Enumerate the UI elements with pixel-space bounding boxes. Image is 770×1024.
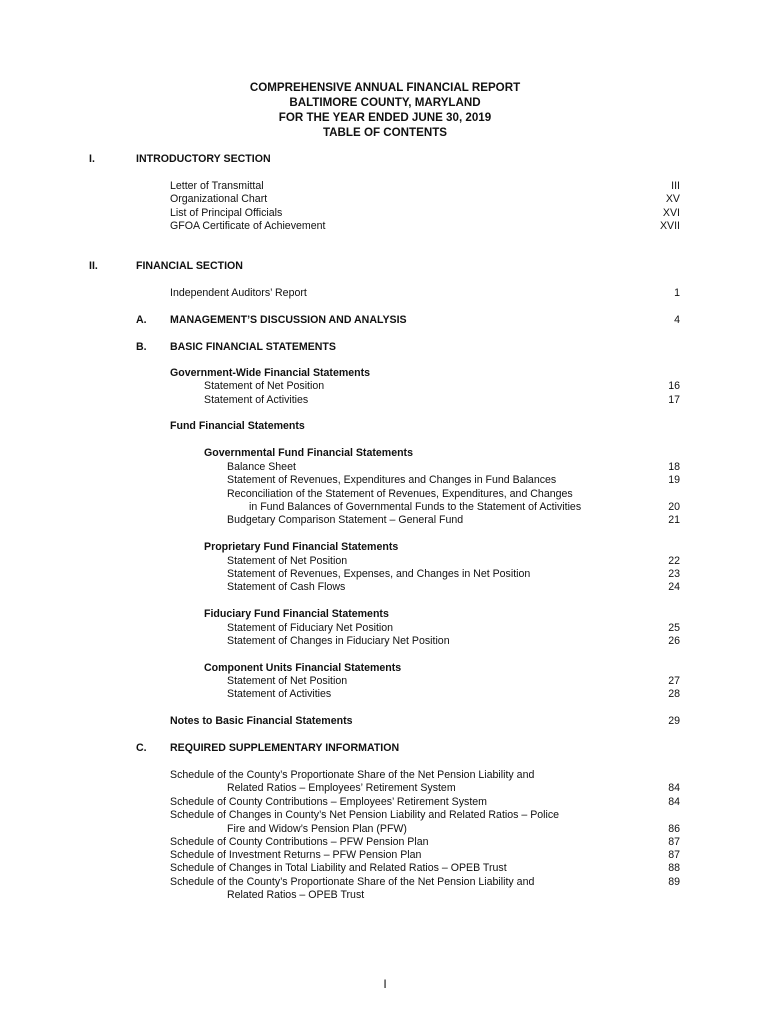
group-heading: Proprietary Fund Financial Statements [204, 541, 399, 553]
toc-page: 22 [668, 555, 680, 567]
group-heading: Fiduciary Fund Financial Statements [204, 608, 389, 620]
toc-page: 27 [668, 675, 680, 687]
toc-page: 88 [668, 862, 680, 874]
toc-entry: Statement of Cash Flows [227, 581, 346, 593]
toc-page: XVII [659, 220, 680, 232]
group-heading: Fund Financial Statements [170, 420, 305, 432]
toc-page: 86 [668, 823, 680, 835]
toc-entry: Schedule of Changes in Total Liability and Related Ratios – OPEB Trust [170, 862, 507, 874]
group-heading: Government-Wide Financial Statements [170, 367, 371, 379]
toc-entry: Statement of Net Position [227, 555, 348, 567]
toc-entry: Statement of Fiduciary Net Position [227, 622, 394, 634]
subsection-letter: C. [136, 742, 147, 754]
toc-page: XVI [662, 207, 680, 219]
toc-entry: Statement of Activities [204, 394, 309, 406]
subsection-letter: B. [136, 341, 147, 353]
toc-entry: GFOA Certificate of Achievement [170, 220, 326, 232]
toc-page: 29 [668, 715, 680, 727]
toc-page: 87 [668, 836, 680, 848]
toc-page: 16 [668, 380, 680, 392]
group-heading: Component Units Financial Statements [204, 662, 402, 674]
toc-page: III [671, 180, 680, 192]
toc-entry: Schedule of County Contributions – PFW Pension Plan [170, 836, 429, 848]
toc-page: 87 [668, 849, 680, 861]
toc-entry: Organizational Chart [170, 193, 268, 205]
toc-entry-continued: in Fund Balances of Governmental Funds to the Statement of Activities [249, 501, 582, 513]
toc-entry: Statement of Activities [227, 688, 332, 700]
page-number: I [383, 977, 387, 991]
subsection-title: BASIC FINANCIAL STATEMENTS [170, 341, 336, 353]
toc-entry: Schedule of Investment Returns – PFW Pension Plan [170, 849, 422, 861]
toc-heading: TABLE OF CONTENTS [322, 126, 448, 139]
toc-entry: Schedule of the County’s Proportionate Share of the Net Pension Liability and [170, 876, 535, 888]
toc-page: 17 [668, 394, 680, 406]
toc-entry: Statement of Net Position [204, 380, 325, 392]
toc-page: 4 [674, 314, 680, 326]
section-number: II. [89, 260, 98, 272]
report-entity: BALTIMORE COUNTY, MARYLAND [289, 96, 481, 109]
group-heading: Governmental Fund Financial Statements [204, 447, 413, 459]
toc-entry: Letter of Transmittal [170, 180, 264, 192]
toc-entry: Schedule of Changes in County’s Net Pension Liability and Related Ratios – Police [170, 809, 560, 821]
subsection-letter: A. [136, 314, 147, 326]
section-title: INTRODUCTORY SECTION [136, 153, 271, 165]
toc-entry-continued: Fire and Widow’s Pension Plan (PFW) [227, 823, 407, 835]
toc-page: 84 [668, 782, 680, 794]
group-heading: Notes to Basic Financial Statements [170, 715, 353, 727]
toc-page: 84 [668, 796, 680, 808]
toc-entry-continued: Related Ratios – Employees’ Retirement System [227, 782, 456, 794]
toc-page: 28 [668, 688, 680, 700]
toc-page: 20 [668, 501, 680, 513]
toc-entry-continued: Related Ratios – OPEB Trust [227, 889, 365, 901]
toc-page: 89 [668, 876, 680, 888]
toc-entry: Schedule of County Contributions – Employees’ Retirement System [170, 796, 487, 808]
toc-entry: Statement of Revenues, Expenditures and Changes in Fund Balances [227, 474, 557, 486]
toc-page: 18 [668, 461, 680, 473]
toc-entry: Budgetary Comparison Statement – General Fund [227, 514, 464, 526]
toc-entry: Balance Sheet [227, 461, 296, 473]
toc-page: 19 [668, 474, 680, 486]
toc-page: XV [665, 193, 680, 205]
toc-entry: Reconciliation of the Statement of Revenues, Expenditures, and Changes [227, 488, 573, 500]
toc-page: 24 [668, 581, 680, 593]
report-period: FOR THE YEAR ENDED JUNE 30, 2019 [278, 111, 492, 124]
toc-entry: List of Principal Officials [170, 207, 283, 219]
report-title: COMPREHENSIVE ANNUAL FINANCIAL REPORT [249, 81, 521, 94]
toc-page: 26 [668, 635, 680, 647]
toc-entry: Statement of Net Position [227, 675, 348, 687]
toc-page: 25 [668, 622, 680, 634]
toc-page: 23 [668, 568, 680, 580]
section-title: FINANCIAL SECTION [136, 260, 243, 272]
subsection-title: MANAGEMENT’S DISCUSSION AND ANALYSIS [170, 314, 407, 326]
toc-page: 1 [674, 287, 680, 299]
toc-entry: Statement of Revenues, Expenses, and Changes in Net Position [227, 568, 531, 580]
toc-entry: Statement of Changes in Fiduciary Net Position [227, 635, 450, 647]
subsection-title: REQUIRED SUPPLEMENTARY INFORMATION [170, 742, 400, 754]
section-number: I. [89, 153, 95, 165]
toc-entry: Schedule of the County’s Proportionate Share of the Net Pension Liability and [170, 769, 535, 781]
toc-page: 21 [668, 514, 680, 526]
toc-entry: Independent Auditors’ Report [170, 287, 307, 299]
